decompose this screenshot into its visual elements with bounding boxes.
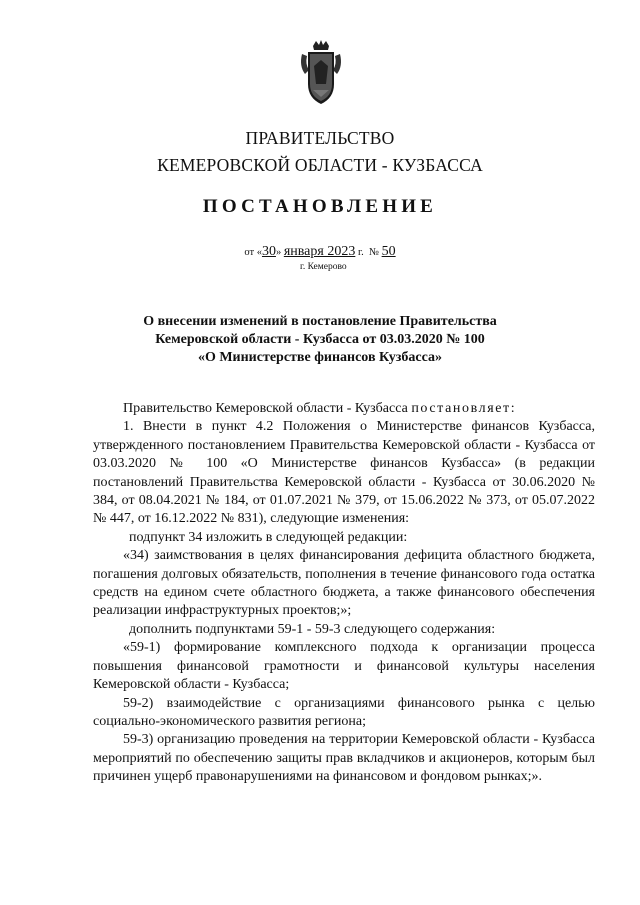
subject-line-1: О внесении изменений в постановление Правительства <box>143 314 497 329</box>
number-prefix: № <box>368 247 379 258</box>
intro-paragraph <box>93 400 595 418</box>
document-number: 50 <box>381 244 396 259</box>
date-day: 30 <box>261 244 276 259</box>
date-mid: » <box>275 247 282 258</box>
intro-decree-word: постановляет: <box>411 401 517 416</box>
paragraph-4: дополнить подпунктами 59-1 - 59-3 следующего содержания: <box>129 621 496 637</box>
date-prefix: от « <box>244 247 262 258</box>
document-type-title: ПОСТАНОВЛЕНИЕ <box>202 196 438 217</box>
paragraph-7: 59-3) организацию проведения на территории Кемеровской области - Кузбасса мероприятий по обеспечению защиты прав вкладчиков и акционеров, которым был причинен ущерб правонарушениями на финансовом и фондовом рынках;». <box>93 732 595 785</box>
paragraph-1: 1. Внести в пункт 4.2 Положения о Министерстве финансов Кузбасса, утвержденного постановлением Правительства Кемеровской области - Кузбасса от 03.03.2020 № 100 «О Министерстве финансов Кузбасса» (в редакции постановлений Правительства Кемеровской области - Кузбасса от 30.06.2020 № 384, от 08.04.2021 № 184, от 01.07.2021 № 379, от 15.06.2022 № 373, от 05.07.2022 № 447, от 16.12.2022 № 831), следующие изменения: <box>93 419 595 527</box>
city-line: г. Кемерово <box>300 262 347 272</box>
government-line-1: ПРАВИТЕЛЬСТВО <box>245 128 395 148</box>
subject-line-2: Кемеровской области - Кузбасса от 03.03.2020 № 100 <box>155 332 485 347</box>
kuzbass-coat-of-arms-icon <box>299 40 343 108</box>
paragraph-2: подпункт 34 изложить в следующей редакции: <box>129 529 408 545</box>
subject-line-3: «О Министерстве финансов Кузбасса» <box>197 350 443 365</box>
date-number-line <box>0 244 640 260</box>
year-suffix: г. <box>357 247 364 258</box>
intro-text: Правительство Кемеровской области - Кузбасса <box>123 401 412 416</box>
government-line-2: КЕМЕРОВСКОЙ ОБЛАСТИ - КУЗБАССА <box>157 155 483 175</box>
paragraph-5: «59-1) формирование комплексного подхода к организации процесса повышения финансовой грамотности и финансовой культуры населения Кемеровской области - Кузбасса; <box>93 640 595 693</box>
document-body <box>93 400 595 787</box>
document-subject <box>0 313 640 367</box>
paragraph-3: «34) заимствования в целях финансирования дефицита областного бюджета, погашения долговых обязательств, пополнения в течение финансового года остатка средств на едином счете областного бюджета, а также финансового обеспечения реализации инфраструктурных проектов;»; <box>93 548 595 619</box>
date-month-year: января 2023 <box>283 244 356 259</box>
paragraph-6: 59-2) взаимодействие с организациями финансового рынка с целью социально-экономического развития региона; <box>93 695 595 729</box>
